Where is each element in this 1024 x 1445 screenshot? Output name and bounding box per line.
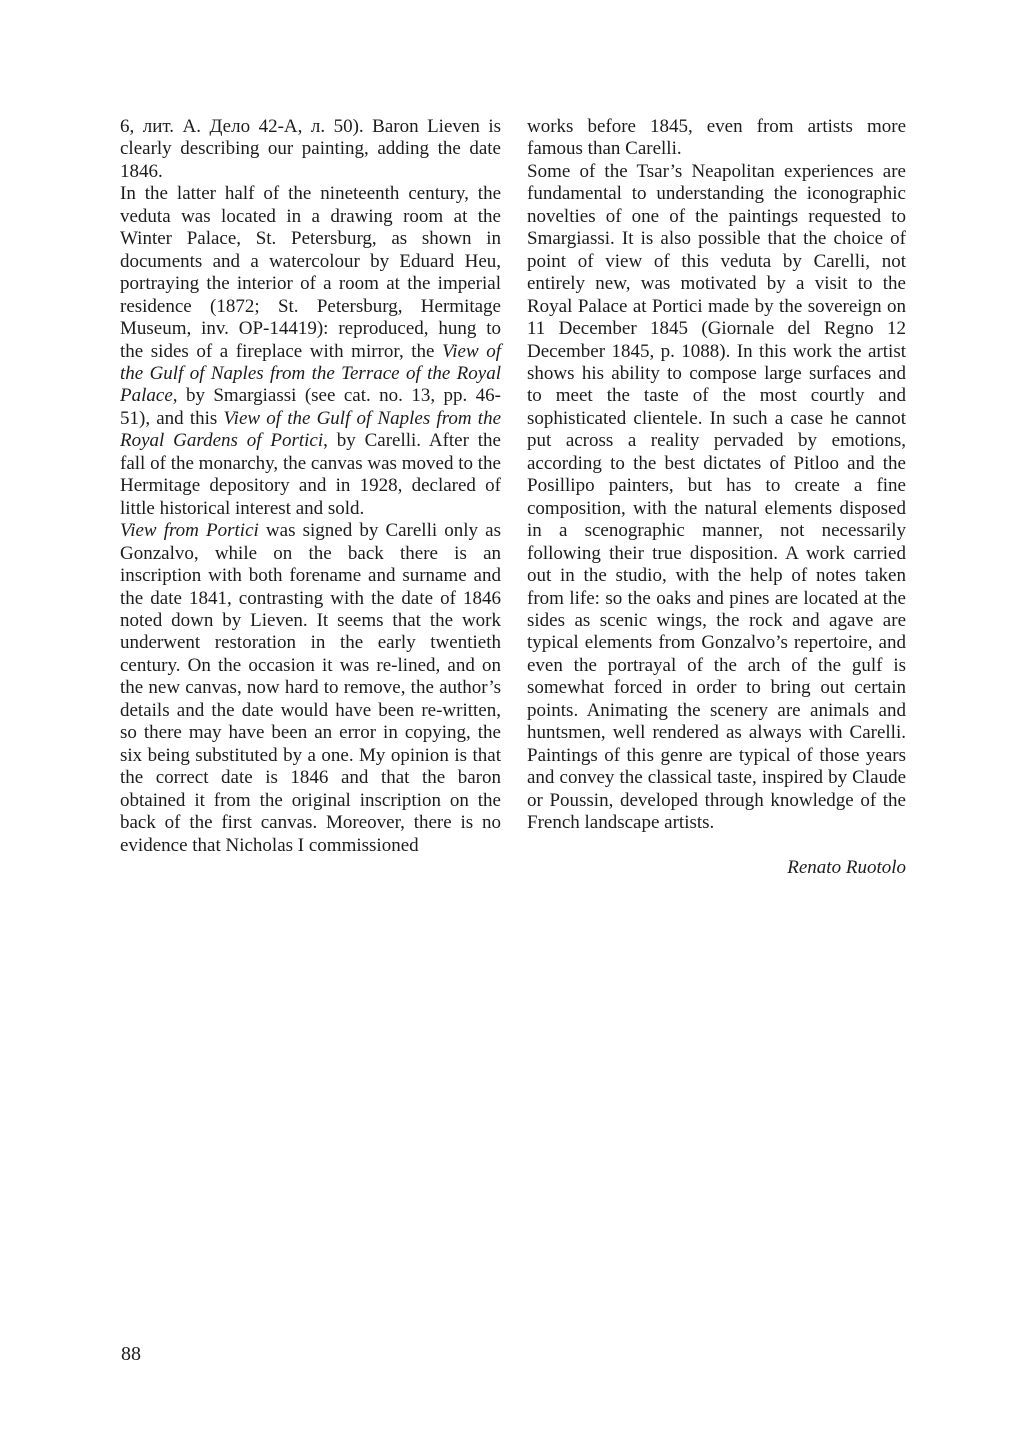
body-text: Some of the Tsar’s Neapolitan experiences are fundamental to understanding the iconographic novelties of one of the paintings requested to Smargiassi. It is also possible that the choice of point of view of this veduta by Carelli, not entirely new, was motivated by a visit to the Royal Palace at Portici made by the sovereign on 11 December 1845 (Giornale del Regno 12 December 1845, p. 1088). In this work the artist shows his ability to compose large surfaces and to meet the taste of the most courtly and sophisticated clientele. In such a case he cannot put across a reality pervaded by emotions, according to the best dictates of Pitloo and the Posillipo painters, but has to create a fine composition, with the natural elements disposed in a scenographic manner, not necessarily following their true disposition. A work carried out in the studio, with the help of notes taken from life: so the oaks and pines are located at the sides as scenic wings, the rock and agave are typical elements from Gonzalvo’s repertoire, and even the portrayal of the arch of the gulf is somewhat forced in order to bring out certain points. Animating the scenery are animals and huntsmen, well rendered as always with Carelli. Paintings of this genre are typical of those years and convey the classical taste, inspired by Claude or Poussin, developed through knowledge of the French landscape artists.: [527, 160, 906, 834]
paragraph-continuation: [527, 116, 906, 161]
left-text-column: [120, 116, 501, 857]
body-text: In the latter half of the nineteenth century, the veduta was located in a drawing room at the Winter Palace, St. Petersburg, as shown in documents and a watercolour by Eduard Heu, portraying the interior of a room at the imperial residence (1872; St. Petersburg, Hermitage Museum, inv. OP-14419): reproduced, hung to the sides of a fireplace with mirror, the: [120, 183, 501, 362]
paragraph-tsar-experiences: [527, 161, 906, 835]
italic-title-text: View of the Gulf of Naples from the Terrace of the Royal Palace: [120, 340, 501, 407]
body-text: works before 1845, even from artists more famous than Carelli.: [527, 116, 906, 160]
body-text: , by Carelli. After the fall of the monarchy, the canvas was moved to the Hermitage depository and in 1928, declared of little historical interest and sold.: [120, 430, 501, 519]
author-signature: Renato Ruotolo: [787, 856, 906, 878]
italic-title-text: View from Portici: [120, 520, 259, 542]
paragraph-archival-reference: [120, 116, 501, 183]
italic-title-text: View of the Gulf of Naples from the Royal Gardens of Portici: [120, 407, 501, 452]
body-text: 6, лит. А. Дело 42-А, л. 50). Baron Lieven is clearly describing our painting, adding the date 1846.: [120, 116, 501, 182]
body-text: was signed by Carelli only as Gonzalvo, while on the back there is an inscription with both forename and surname and the date 1841, contrasting with the date of 1846 noted down by Lieven. It seems that the work underwent restoration in the early twentieth century. On the occasion it was re-lined, and on the new canvas, now hard to remove, the author’s details and the date would have been re-written, so there may have been an error in copying, the six being substituted by a one. My opinion is that the correct date is 1846 and that the baron obtained it from the original inscription on the back of the first canvas. Moreover, there is no evidence that Nicholas I commissioned: [120, 520, 501, 856]
right-text-column: [527, 116, 906, 879]
paragraph-veduta-location: [120, 183, 501, 520]
page-number: 88: [121, 1343, 141, 1365]
paragraph-signature-dating: [120, 520, 501, 857]
body-text: , by Smargiassi (see cat. no. 13, pp. 46-51), and this: [120, 385, 501, 429]
